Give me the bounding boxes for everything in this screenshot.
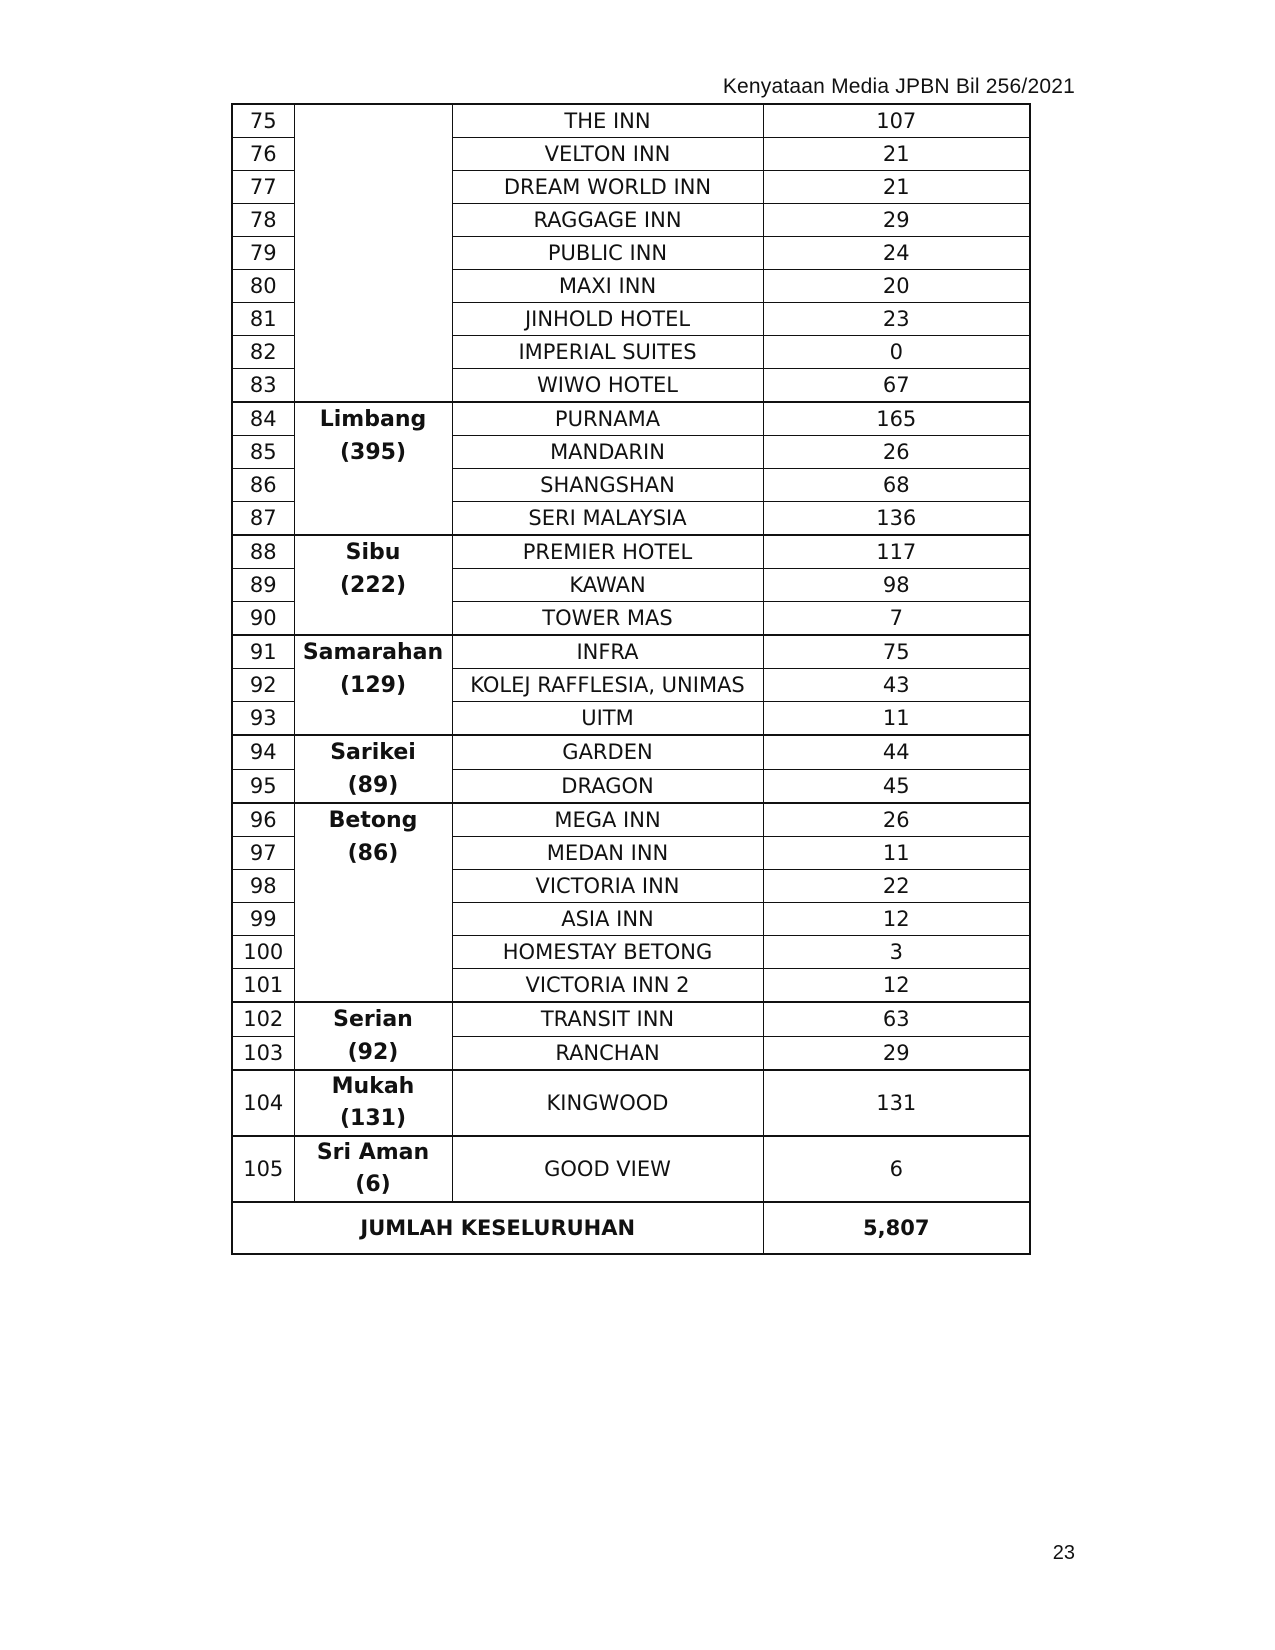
lodging-name: KOLEJ RAFFLESIA, UNIMAS — [452, 669, 763, 702]
division-cell — [294, 803, 452, 1002]
lodging-name: RAGGAGE INN — [452, 204, 763, 237]
division-name: Mukah — [331, 1074, 415, 1099]
lodging-count: 26 — [763, 803, 1030, 837]
lodging-name: KINGWOOD — [452, 1070, 763, 1136]
row-number: 95 — [232, 769, 294, 803]
lodging-count: 29 — [763, 204, 1030, 237]
division-total: (222) — [339, 573, 407, 598]
lodging-name: VELTON INN — [452, 138, 763, 171]
lodging-name: MANDARIN — [452, 436, 763, 469]
lodging-count: 67 — [763, 369, 1030, 403]
division-cell — [294, 635, 452, 735]
lodging-name: TOWER MAS — [452, 602, 763, 636]
lodging-name: ASIA INN — [452, 903, 763, 936]
row-number: 104 — [232, 1070, 294, 1136]
row-number: 86 — [232, 469, 294, 502]
lodging-count: 131 — [763, 1070, 1030, 1136]
lodging-name: PREMIER HOTEL — [452, 535, 763, 569]
division-cell — [294, 104, 452, 402]
division-cell — [294, 1136, 452, 1202]
table-row — [232, 735, 1030, 769]
lodging-count: 21 — [763, 171, 1030, 204]
lodging-count: 11 — [763, 837, 1030, 870]
lodging-name: TRANSIT INN — [452, 1002, 763, 1036]
lodging-count: 29 — [763, 1036, 1030, 1070]
lodging-count: 22 — [763, 870, 1030, 903]
lodging-name: SHANGSHAN — [452, 469, 763, 502]
lodging-name: UITM — [452, 702, 763, 736]
division-name: Betong — [328, 808, 418, 833]
lodging-name: PURNAMA — [452, 402, 763, 436]
table-row — [232, 635, 1030, 669]
lodging-count: 45 — [763, 769, 1030, 803]
lodging-count: 24 — [763, 237, 1030, 270]
row-number: 88 — [232, 535, 294, 569]
lodging-name: VICTORIA INN 2 — [452, 969, 763, 1003]
row-number: 96 — [232, 803, 294, 837]
table-row — [232, 535, 1030, 569]
row-number: 85 — [232, 436, 294, 469]
row-number: 100 — [232, 936, 294, 969]
division-name: Sarikei — [330, 740, 416, 765]
table-row — [232, 402, 1030, 436]
lodging-name: HOMESTAY BETONG — [452, 936, 763, 969]
row-number: 78 — [232, 204, 294, 237]
division-total: (89) — [347, 773, 399, 798]
lodging-name: KAWAN — [452, 569, 763, 602]
division-cell — [294, 1002, 452, 1070]
page-number: 23 — [1052, 1542, 1075, 1564]
row-number: 82 — [232, 336, 294, 369]
lodging-name: GARDEN — [452, 735, 763, 769]
lodging-count: 26 — [763, 436, 1030, 469]
division-name: Sri Aman — [316, 1140, 430, 1165]
lodging-count: 7 — [763, 602, 1030, 636]
division-cell — [294, 402, 452, 535]
lodging-count: 75 — [763, 635, 1030, 669]
division-name: Samarahan — [302, 640, 444, 665]
row-number: 103 — [232, 1036, 294, 1070]
lodging-name: SERI MALAYSIA — [452, 502, 763, 536]
row-number: 92 — [232, 669, 294, 702]
lodging-count: 12 — [763, 969, 1030, 1003]
lodging-count: 23 — [763, 303, 1030, 336]
document-reference: Kenyataan Media JPBN Bil 256/2021 — [722, 75, 1075, 98]
division-total: (86) — [347, 841, 399, 866]
row-number: 87 — [232, 502, 294, 536]
row-number: 98 — [232, 870, 294, 903]
row-number: 81 — [232, 303, 294, 336]
division-total: (395) — [339, 440, 407, 465]
lodging-name: IMPERIAL SUITES — [452, 336, 763, 369]
division-name: Limbang — [319, 407, 427, 432]
table-row — [232, 803, 1030, 837]
division-name: Serian — [333, 1007, 413, 1032]
table-row — [232, 1136, 1030, 1202]
division-cell — [294, 735, 452, 803]
lodging-count: 98 — [763, 569, 1030, 602]
row-number: 77 — [232, 171, 294, 204]
division-cell — [294, 535, 452, 635]
table-row — [232, 104, 1030, 138]
division-total: (92) — [347, 1040, 399, 1065]
lodging-name: RANCHAN — [452, 1036, 763, 1070]
lodging-count: 43 — [763, 669, 1030, 702]
lodging-name: THE INN — [452, 104, 763, 138]
lodging-name: MAXI INN — [452, 270, 763, 303]
lodging-count: 12 — [763, 903, 1030, 936]
row-number: 105 — [232, 1136, 294, 1202]
row-number: 75 — [232, 104, 294, 138]
row-number: 99 — [232, 903, 294, 936]
row-number: 76 — [232, 138, 294, 171]
row-number: 89 — [232, 569, 294, 602]
row-number: 79 — [232, 237, 294, 270]
total-label: JUMLAH KESELURUHAN — [232, 1202, 763, 1254]
lodging-count: 68 — [763, 469, 1030, 502]
row-number: 94 — [232, 735, 294, 769]
row-number: 83 — [232, 369, 294, 403]
lodging-table — [231, 103, 1031, 1255]
lodging-name: JINHOLD HOTEL — [452, 303, 763, 336]
division-total: (6) — [355, 1172, 391, 1197]
lodging-count: 117 — [763, 535, 1030, 569]
row-number: 102 — [232, 1002, 294, 1036]
lodging-name: DREAM WORLD INN — [452, 171, 763, 204]
lodging-name: INFRA — [452, 635, 763, 669]
row-number: 80 — [232, 270, 294, 303]
table-row — [232, 1002, 1030, 1036]
total-row — [232, 1202, 1030, 1254]
division-total: (129) — [339, 673, 407, 698]
lodging-count: 136 — [763, 502, 1030, 536]
division-cell — [294, 1070, 452, 1136]
table-row — [232, 1070, 1030, 1136]
total-value: 5,807 — [763, 1202, 1030, 1254]
lodging-count: 0 — [763, 336, 1030, 369]
row-number: 101 — [232, 969, 294, 1003]
lodging-count: 21 — [763, 138, 1030, 171]
division-name: Sibu — [345, 540, 401, 565]
lodging-count: 63 — [763, 1002, 1030, 1036]
row-number: 97 — [232, 837, 294, 870]
lodging-name: DRAGON — [452, 769, 763, 803]
lodging-name: WIWO HOTEL — [452, 369, 763, 403]
lodging-name: MEGA INN — [452, 803, 763, 837]
division-total: (131) — [339, 1106, 407, 1131]
lodging-count: 20 — [763, 270, 1030, 303]
lodging-name: VICTORIA INN — [452, 870, 763, 903]
lodging-count: 165 — [763, 402, 1030, 436]
lodging-count: 3 — [763, 936, 1030, 969]
table-body — [232, 104, 1030, 1202]
row-number: 93 — [232, 702, 294, 736]
row-number: 90 — [232, 602, 294, 636]
row-number: 91 — [232, 635, 294, 669]
lodging-name: MEDAN INN — [452, 837, 763, 870]
lodging-count: 44 — [763, 735, 1030, 769]
row-number: 84 — [232, 402, 294, 436]
lodging-count: 6 — [763, 1136, 1030, 1202]
lodging-count: 107 — [763, 104, 1030, 138]
lodging-name: GOOD VIEW — [452, 1136, 763, 1202]
lodging-count: 11 — [763, 702, 1030, 736]
lodging-name: PUBLIC INN — [452, 237, 763, 270]
